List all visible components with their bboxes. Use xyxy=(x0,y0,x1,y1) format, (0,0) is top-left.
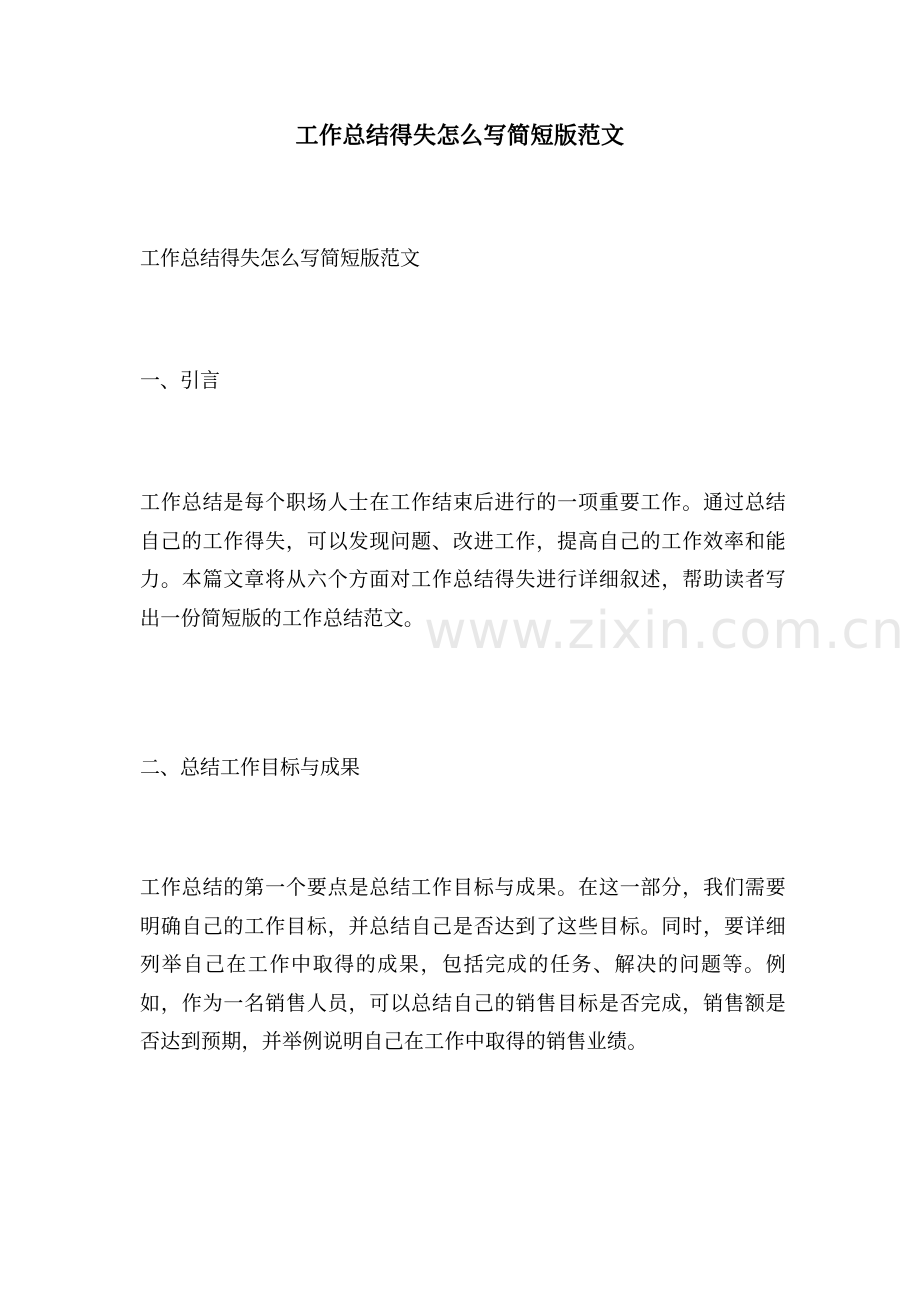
document-subtitle: 工作总结得失怎么写简短版范文 xyxy=(140,246,420,270)
section-heading-goals-and-results: 二、总结工作目标与成果 xyxy=(140,755,360,779)
section-heading-introduction: 一、引言 xyxy=(140,368,220,392)
section-body-goals-and-results: 工作总结的第一个要点是总结工作目标与成果。在这一部分，我们需要明确自己的工作目标，并总结自己是否达到了这些目标。同时，要详细列举自己在工作中取得的成果，包括完成的任务、解决的问题等。例如，作为一名销售人员，可以总结自己的销售目标是否完成，销售额是否达到预期，并举例说明自己在工作中取得的销售业绩。 xyxy=(140,875,786,1053)
watermark: www.zixin.com.cn xyxy=(424,601,905,661)
section-body-introduction: 工作总结是每个职场人士在工作结束后进行的一项重要工作。通过总结自己的工作得失，可以发现问题、改进工作，提高自己的工作效率和能力。本篇文章将从六个方面对工作总结得失进行详细叙述，帮助读者写出一份简短版的工作总结范文。 xyxy=(140,490,786,630)
document-title: 工作总结得失怎么写简短版范文 xyxy=(295,122,625,149)
